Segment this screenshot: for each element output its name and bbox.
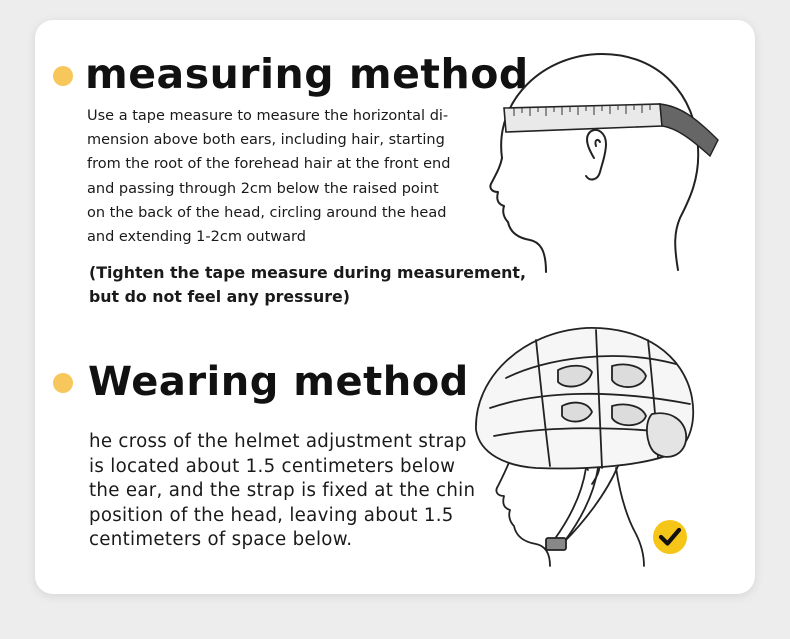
note-line: (Tighten the tape measure during measurement, xyxy=(89,263,526,282)
instruction-line: he cross of the helmet adjustment strap xyxy=(89,431,467,452)
measuring-instructions xyxy=(87,104,450,249)
instruction-line: from the root of the forehead hair at the front end xyxy=(87,156,451,173)
checkmark-icon xyxy=(652,519,688,555)
measuring-method-title: measuring method xyxy=(85,50,529,98)
instruction-line: position of the head, leaving about 1.5 xyxy=(89,504,454,526)
instruction-line: mension above both ears, including hair, starting xyxy=(87,132,445,149)
bullet-dot-icon xyxy=(53,66,73,86)
note-line: but do not feel any pressure) xyxy=(89,287,350,306)
instruction-line: centimeters of space below. xyxy=(89,529,353,551)
wearing-instructions xyxy=(89,430,475,553)
measuring-note xyxy=(89,261,526,309)
instruction-line: is located about 1.5 centimeters below xyxy=(89,455,456,477)
bullet-dot-icon xyxy=(53,373,73,393)
wearing-method-title: Wearing method xyxy=(88,359,469,405)
instruction-line: and extending 1-2cm outward xyxy=(87,229,306,246)
instruction-line: Use a tape measure to measure the horizontal di- xyxy=(87,108,449,124)
instruction-line: the ear, and the strap is fixed at the chin xyxy=(89,480,476,502)
instruction-line: and passing through 2cm below the raised point xyxy=(87,180,439,197)
instruction-line: on the back of the head, circling around the head xyxy=(87,204,447,221)
head-tape-illustration xyxy=(484,40,724,280)
